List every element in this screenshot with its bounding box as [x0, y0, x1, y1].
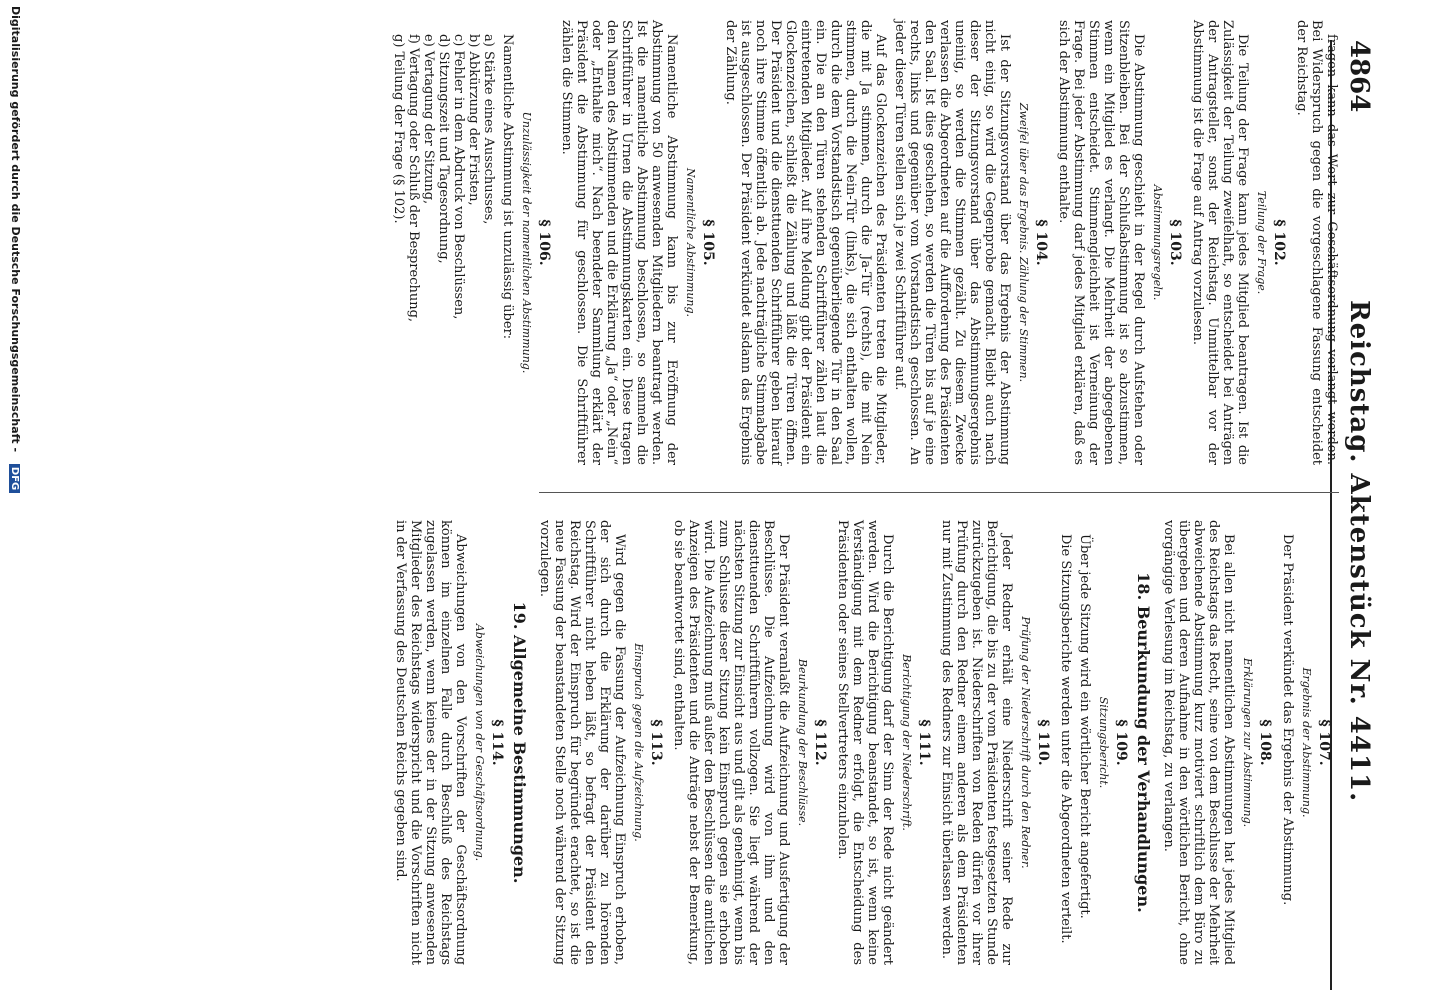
section-number: § 103.	[1167, 219, 1183, 266]
section-number: § 109.	[1113, 719, 1129, 766]
section-title: Abstimmungsregeln.	[1151, 184, 1164, 301]
section-text: Durch die Berichtigung darf der Sinn der Rede nicht geändert werden. Wird die Berichtigung beanstandet, so ist, wenn keine Verständigung mit dem Redner erfolgt, die Entscheidung des Präsidenten oder seines Stellvertreters einzuholen.	[835, 520, 895, 965]
section-title: Erklärungen zur Abstimmung.	[1241, 657, 1254, 828]
item-list	[391, 34, 496, 465]
section-number: § 107.	[1316, 719, 1332, 766]
section-title: Abweichungen von der Geschäftsordnung.	[473, 623, 486, 862]
footer-text: Digitalisierung gefördert durch die Deutsche Forschungsgemeinschaft -	[9, 6, 22, 453]
list-item: f) Vertagung oder Schluß der Besprechung,	[406, 34, 421, 323]
section-title: Beurkundung der Beschlüsse.	[796, 658, 809, 827]
section-title: Sitzungsbericht.	[1097, 696, 1110, 789]
section-text: Namentliche Abstimmung ist unzulässig über:	[500, 34, 515, 340]
digitization-footer	[4, 0, 22, 1000]
section-text: Namentliche Abstimmung kann bis zur Eröffnung der Abstimmung von 50 anwesenden Mitgliedern beantragt werden. Ist die namentliche Abstimmung beschlossen, so sammeln die Schriftführer in Urnen die Abstimmungskarten ein. Diese tragen den Namen des Abstimmenden und die Erklärung „Ja“ oder „Nein“ oder „Enthalte mich“. Nach beendeter Sammlung erklärt der Präsident die Abstimmung für geschlossen. Die Schriftführer zählen die Stimmen.	[559, 20, 679, 465]
section-title: Zweifel über das Ergebnis. Zählung der Stimmen.	[1017, 102, 1030, 383]
section-text: Wird gegen die Fassung der Aufzeichnung Einspruch erhoben, der sich durch die Erklärung der darüber zu hörenden Schriftführer nicht heben läßt, so befragt der Präsident den Reichstag. Wird der Einspruch für begründet erachtet, so ist die neue Fassung der beanstandeten Stelle noch während der Sitzung vorzulegen.	[537, 520, 627, 965]
section-number: § 102.	[1271, 219, 1287, 266]
section-title: Berichtigung der Niederschrift.	[900, 654, 913, 831]
page-title: Reichstag. Aktenstück Nr. 4411.	[1344, 300, 1374, 803]
section-number: § 110.	[1035, 719, 1051, 766]
section-text: Auf das Glockenzeichen des Präsidenten treten die Mitglieder, die mit Ja stimmen, durch die Ja-Tür (rechts), die mit Nein stimmen, durch die Nein-Tür (links), die sich enthalten wollen, durch die dem Vorstandstisch gegenüberliegende Tür in den Saal ein. Die an den Türen stehenden Schriftführer zählen laut die eintretenden Mitglieder. Auf ihre Meldung gibt der Präsident ein Glockenzeichen, schließt die Zählung und läßt die Türen öffnen. Der Präsident und die diensttuenden Schriftführer geben hierauf noch ihre Stimme öffentlich ab. Jede nachträgliche Stimmabgabe ist ausgeschlossen. Der Präsident verkündet alsdann das Ergebnis der Zählung.	[723, 20, 888, 465]
left-column	[387, 20, 1339, 465]
section-number: § 114.	[489, 719, 505, 766]
list-item: e) Vertagung der Sitzung,	[421, 34, 436, 205]
section-text: Der Präsident veranlaßt die Aufzeichnung und Ausfertigung der Beschlüsse. Die Aufzeichnung wird von ihm und den diensttuenden Schriftführern vollzogen. Sie liegt während der nächsten Sitzung zur Einsicht aus und gilt als genehmigt, wenn bis zum Schlusse dieser Sitzung kein Einspruch gegen sie erhoben wird. Die Aufzeichnung muß außer den Beschlüssen die amtlichen Anzeigen des Präsidenten und die Anträge nebst der Bemerkung, ob sie beantwortet sind, enthalten.	[671, 520, 791, 965]
section-title: Prüfung der Niederschrift durch den Redner.	[1019, 616, 1032, 869]
list-item: g) Teilung der Frage (§ 102).	[391, 34, 406, 224]
section-number: § 105.	[700, 219, 716, 266]
chapter-heading: 18. Beurkundung der Verhandlungen.	[1134, 572, 1153, 913]
section-title: Namentliche Abstimmung.	[684, 167, 697, 318]
section-text: Die Teilung der Frage kann jedes Mitglied beantragen. Ist die Zulässigkeit der Teilung zweifelhaft, so entscheidet bei Anträgen der Antragsteller, sonst der Reichstag. Unmittelbar vor der Abstimmung ist die Frage auf Antrag vorzulesen.	[1190, 20, 1250, 465]
chapter-heading: 19. Allgemeine Bestimmungen.	[510, 601, 529, 884]
section-text: Ist der Sitzungsvorstand über das Ergebnis der Abstimmung nicht einig, so wird die Gegenprobe gemacht. Bleibt auch nach dieser der Sitzungsvorstand über das Abstimmungsergebnis uneinig, so werden die Stimmen gezählt. Zu diesem Zwecke verlassen die Abgeordneten auf die Aufforderung des Präsidenten den Saal. Ist dies geschehen, so werden die Türen bis auf je eine rechts, links und gegenüber vom Vorstandstisch geschlossen. An jeder dieser Türen stellen sich je zwei Schriftführer auf.	[892, 20, 1012, 465]
list-item: b) Abkürzung der Fristen,	[466, 34, 481, 206]
section-number: § 113.	[648, 719, 664, 766]
section-text: Der Präsident verkündet das Ergebnis der Abstimmung.	[1280, 534, 1295, 906]
list-item: a) Stärke eines Ausschusses,	[481, 34, 496, 225]
section-text: Bei allen nicht namentlichen Abstimmungen hat jedes Mitglied des Reichstags das Recht, seine von dem Beschlusse der Mehrheit abweichende Abstimmung kurz motiviert schriftlich dem Büro zu übergeben und deren Aufnahme in den wörtlichen Bericht, ohne vorgängige Verlesung im Reichstag, zu verlangen.	[1161, 520, 1236, 965]
section-text: Abweichungen von den Vorschriften der Geschäftsordnung können im einzelnen Falle durch Beschluß des Reichstags zugelassen werden, wenn keines der in der Sitzung anwesenden Mitglieder des Reichstags widerspricht und die Vorschriften nicht in der Verfassung des Deutschen Reichs gegeben sind.	[393, 520, 468, 965]
page-header	[1334, 20, 1374, 970]
intro-text: fragen kann das Wort zur Geschäftsordnung verlangt werden. Bei Widerspruch gegen die vorgeschlagene Fassung entscheidet der Reichstag.	[1294, 20, 1339, 465]
section-text: Die Abstimmung geschieht in der Regel durch Aufstehen oder Sitzenbleiben. Bei der Schlußabstimmung ist so abzustimmen, wenn ein Mitglied es verlangt. Die Mehrheit der abgegebenen Stimmen entscheidet. Stimmengleichheit ist Verneinung der Frage. Bei jeder Abstimmung darf jedes Mitglied erklären, daß es sich der Abstimmung enthalte.	[1056, 20, 1146, 465]
section-title: Teilung der Frage.	[1255, 190, 1268, 295]
list-item: d) Sitzungszeit und Tagesordnung,	[436, 34, 451, 264]
section-number: § 104.	[1033, 219, 1049, 266]
section-text: Über jede Sitzung wird ein wörtlicher Bericht angefertigt.	[1077, 534, 1092, 919]
right-column	[389, 520, 1339, 965]
section-title: Unzulässigkeit der namentlichen Abstimmung.	[520, 111, 533, 374]
dfg-logo: DFG	[9, 464, 20, 493]
section-text: Jeder Redner erhält eine Niederschrift seiner Rede zur Berichtigung, die bis zu der vom Präsidenten festgesetzten Stunde zurückzugeben ist. Niederschriften von Reden dürfen vor ihrer Prüfung durch den Redner einem anderen als dem Präsidenten nur mit Zustimmung des Redners zur Einsicht überlassen werden.	[939, 520, 1014, 965]
column-divider	[539, 492, 1339, 493]
section-title: Einspruch gegen die Aufzeichnung.	[632, 643, 645, 842]
section-number: § 112.	[812, 719, 828, 766]
section-number: § 111.	[916, 719, 932, 766]
page-number: 4864	[1344, 40, 1374, 113]
section-title: Ergebnis der Abstimmung.	[1300, 667, 1313, 818]
list-item: c) Fehler in dem Abdruck von Beschlüssen,	[451, 34, 466, 320]
section-number: § 106.	[536, 219, 552, 266]
section-text: Die Sitzungsberichte werden unter die Abgeordneten verteilt.	[1058, 534, 1073, 944]
section-number: § 108.	[1257, 719, 1273, 766]
